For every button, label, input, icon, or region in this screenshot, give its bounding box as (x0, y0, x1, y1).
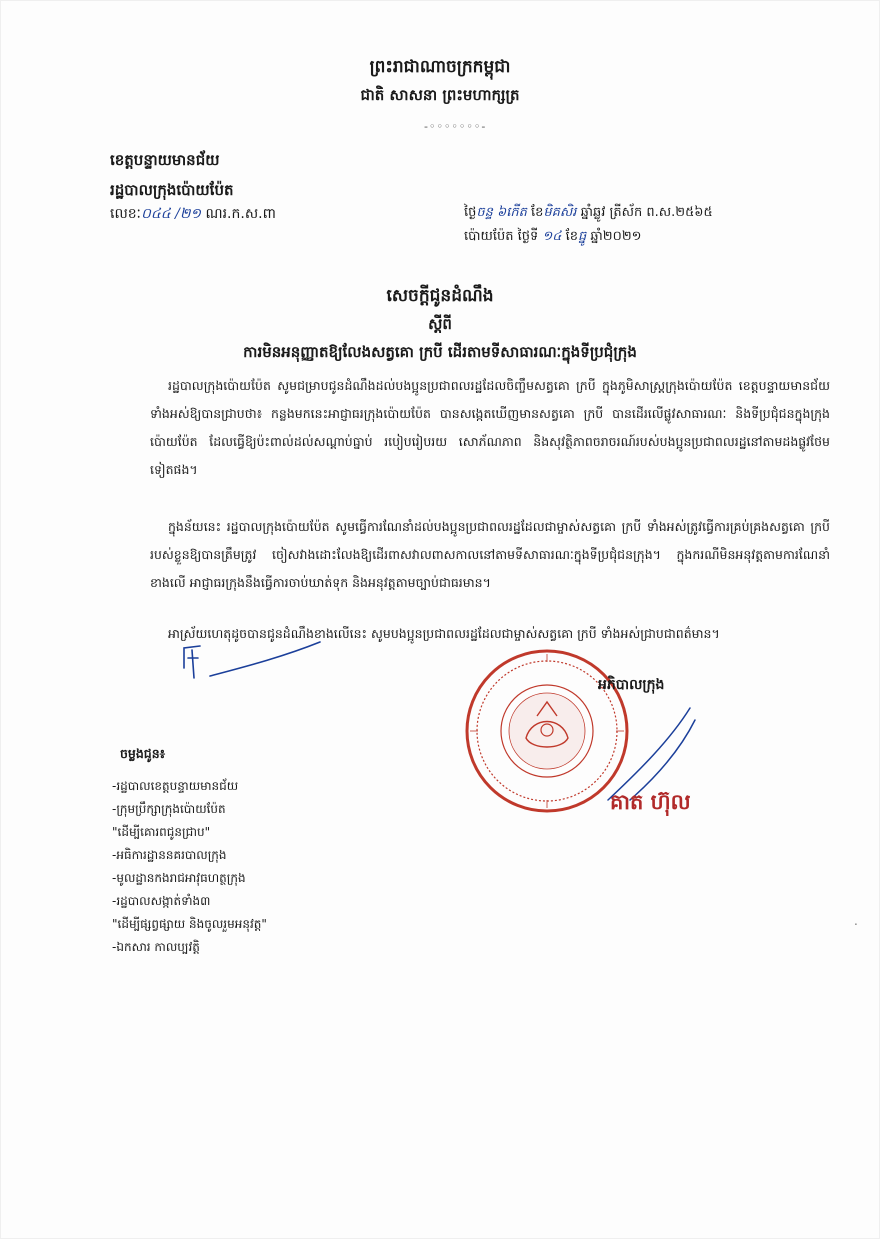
distribution-item: "ដើម្បីគោរពជូនជ្រាប" (112, 825, 211, 839)
handwritten-initial-signature (170, 628, 330, 688)
issuer-administration: រដ្ឋបាលក្រុងប៉ោយប៉ែត (110, 181, 234, 199)
lunar-month-handwritten: មិគសិរ (543, 205, 577, 220)
distribution-item: -រដ្ឋបាលសង្កាត់ទាំង៣ (112, 894, 211, 908)
lunar-month-label: ខែ (531, 205, 544, 220)
solar-day-handwritten: ១៤ (542, 229, 562, 244)
solar-date-prefix: ប៉ោយប៉ែត ថ្ងៃទី (464, 229, 539, 244)
signer-name: គាត ហ៊ុល (610, 790, 691, 814)
body-paragraph-1: រដ្ឋបាលក្រុងប៉ោយប៉ែត សូមជម្រាបជូនដំណឹងដល់បងប្អូនប្រជាពលរដ្ឋដែលចិញ្ចឹមសត្វគោ ក្របី ក្នុងភូមិសាស្ត្រក្រុងប៉ោយប៉ែត ខេត្តបន្ទាយមានជ័យ ទាំងអស់ឱ្យបានជ្រាបថា៖ កន្លងមកនេះអាជ្ញាធរក្រុងប៉ោយប៉ែត បានសង្កេតឃើញមានសត្វគោ ក្របី បានដើរលើផ្លូវសាធារណៈ និងទីប្រជុំជនក្នុងក្រុងប៉ោយប៉ែត ដែលធ្វើឱ្យប៉ះពាល់ដល់សណ្ដាប់ធ្នាប់ របៀបរៀបរយ សោភ័ណភាព និងសុវត្ថិភាពចរាចរណ៍របស់បងប្អូនប្រជាពលរដ្ឋនៅតាមដងផ្លូវថែមទៀតផង។ (150, 378, 830, 477)
lunar-year: ឆ្នាំឆ្លូវ ត្រីស័ក ព.ស.២៥៦៥ (580, 205, 713, 220)
signer-title: អភិបាលក្រុង (598, 677, 665, 693)
distribution-item: -ឯកសារ កាលប្បវត្តិ (112, 940, 200, 954)
lunar-date-handwritten: ចន្ទ ៦កើត (476, 205, 527, 220)
document-title: សេចក្ដីជូនដំណឹង (386, 286, 494, 306)
body-paragraph-3: អាស្រ័យហេតុដូចបានជូនដំណឹងខាងលើនេះ សូមបងប្អូនប្រជាពលរដ្ឋដែលជាម្ចាស់សត្វគោ ក្របី ទាំងអស់ជ្រាបជាពត៌មាន។ (168, 626, 720, 641)
reference-handwritten: ០៤៤ /២១ (140, 206, 202, 222)
distribution-item: "ដើម្បីផ្សព្វផ្សាយ និងចូលរួមអនុវត្ត" (112, 917, 267, 931)
page-corner-mark: . (854, 914, 858, 928)
body-paragraph-2: ក្នុងន័យនេះ រដ្ឋបាលក្រុងប៉ោយប៉ែត សូមធ្វើការណែនាំដល់បងប្អូនប្រជាពលរដ្ឋដែលជាម្ចាស់សត្វគោ ក្របី ទាំងអស់ត្រូវធ្វើការគ្រប់គ្រងសត្វគោ ក្របី របស់ខ្លួនឱ្យបានត្រឹមត្រូវ ចៀសវាងដោះលែងឱ្យដើរពាសវាលពាសកាលនៅតាមទីសាធារណៈក្នុងទីប្រជុំជនក្រុង។ ក្នុងករណីមិនអនុវត្តតាមការណែនាំខាងលើ អាជ្ញាធរក្រុងនឹងធ្វើការចាប់ឃាត់ទុក និងអនុវត្តតាមច្បាប់ជាធរមាន។ (150, 519, 830, 590)
lunar-date (464, 204, 713, 223)
distribution-item: -រដ្ឋបាលខេត្តបន្ទាយមានជ័យ (112, 779, 239, 793)
reference-label: លេខៈ (110, 206, 141, 222)
distribution-item: -អធិការដ្ឋាននគរបាលក្រុង (112, 848, 227, 862)
kingdom-heading: ព្រះរាជាណាចក្រកម្ពុជា (369, 57, 511, 77)
distribution-heading: ចម្លងជូន៖ (120, 746, 166, 761)
national-motto: ជាតិ សាសនា ព្រះមហាក្សត្រ (360, 86, 520, 104)
distribution-list (112, 775, 267, 959)
solar-month-handwritten: ធ្នូ (578, 229, 587, 244)
reference-number (110, 204, 276, 225)
issuer-province: ខេត្តបន្ទាយមានជ័យ (110, 151, 220, 169)
document-about-label: ស្ដីពី (428, 315, 452, 333)
document-subject: ការមិនអនុញ្ញាតឱ្យលែងសត្វគោ ក្របី ដើរតាមទីសាធារណៈក្នុងទីប្រជុំក្រុង (243, 343, 637, 361)
lunar-date-prefix: ថ្ងៃ (464, 205, 477, 220)
solar-year: ឆ្នាំ២០២១ (590, 229, 642, 244)
reference-suffix: ណរ.ក.ស.ពា (205, 206, 276, 222)
solar-date (464, 228, 642, 247)
distribution-item: -ក្រុមប្រឹក្សាក្រុងប៉ោយប៉ែត (112, 802, 226, 816)
header-ornament: -◦◦◦◦◦◦◦- (424, 120, 487, 133)
solar-month-label: ខែ (565, 229, 578, 244)
distribution-item: -មូលដ្ឋានកងរាជអាវុធហត្ថក្រុង (112, 871, 246, 885)
